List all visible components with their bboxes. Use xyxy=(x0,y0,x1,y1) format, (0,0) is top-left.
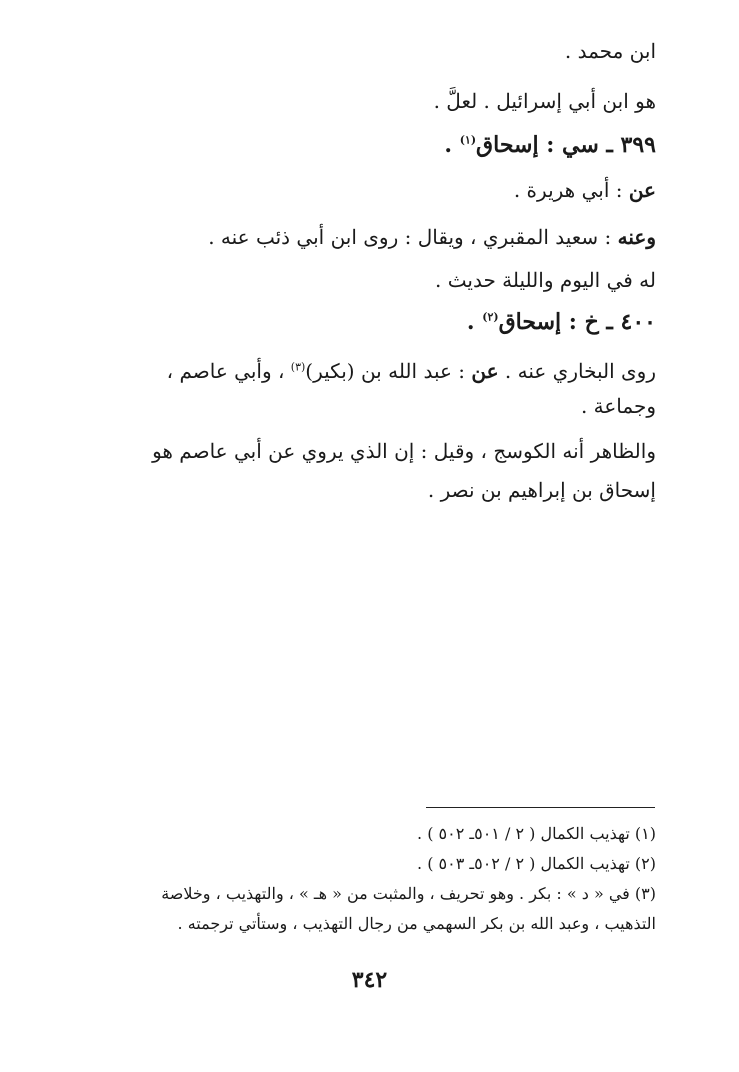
footnote-3-line-1: (٣) في « د » : بكر . وهو تحريف ، والمثبت من « هـ » ، والتهذيب ، وخلاصة xyxy=(161,884,656,903)
entry-400-line-3: والظاهر أنه الكوسج ، وقيل : إن الذي يروي عن أبي عاصم هو xyxy=(152,439,656,463)
anhu-label: وعنه xyxy=(617,225,656,249)
entry-400-line-4: إسحاق بن إبراهيم بن نصر . xyxy=(427,478,656,502)
entry-400-line-1 xyxy=(167,356,656,386)
entry-400-mid: : عبد الله بن (بكير) xyxy=(305,359,472,383)
footnote-separator xyxy=(426,807,655,808)
page-number: ٣٤٢ xyxy=(351,967,388,993)
footnote-3-line-2: التذهيب ، وعبد الله بن بكر السهمي من رجال التهذيب ، وستأتي ترجمته . xyxy=(177,914,656,933)
an-text: : أبي هريرة . xyxy=(513,178,629,202)
footnote-ref-3: (٣) xyxy=(290,360,306,374)
entry-399-title-end: . xyxy=(444,132,460,158)
entry-400-pre: روى البخاري عنه . xyxy=(498,359,656,383)
entry-400-post: ، وأبي عاصم ، xyxy=(166,359,291,383)
entry-400-title: ٤٠٠ ـ خ : إسحاق xyxy=(498,309,656,335)
text-line-1: ابن محمد . xyxy=(564,39,656,63)
entry-399-note: له في اليوم والليلة حديث . xyxy=(435,268,656,292)
entry-400-heading xyxy=(467,307,656,337)
entry-399-heading xyxy=(444,130,656,160)
footnote-1: (١) تهذيب الكمال ( ٢ / ٥٠١ـ ٥٠٢ ) . xyxy=(417,824,656,843)
entry-399-an-line xyxy=(514,175,656,205)
entry-400-title-end: . xyxy=(466,309,483,335)
footnote-2: (٢) تهذيب الكمال ( ٢ / ٥٠٢ـ ٥٠٣ ) . xyxy=(417,854,656,873)
entry-400-an-label: عن xyxy=(471,359,499,383)
an-label: عن xyxy=(628,178,656,202)
footnote-ref-1: (١) xyxy=(459,133,477,147)
footnote-ref-2: (٢) xyxy=(482,310,499,324)
entry-399-title: ٣٩٩ ـ سي : إسحاق xyxy=(476,132,656,158)
entry-399-anhu-line xyxy=(208,222,656,252)
text-line-2: هو ابن أبي إسرائيل . لعلَّ . xyxy=(433,89,656,113)
anhu-text: : سعيد المقبري ، ويقال : روى ابن أبي ذئب عنه . xyxy=(208,225,618,249)
entry-400-line-2: وجماعة . xyxy=(580,394,656,418)
